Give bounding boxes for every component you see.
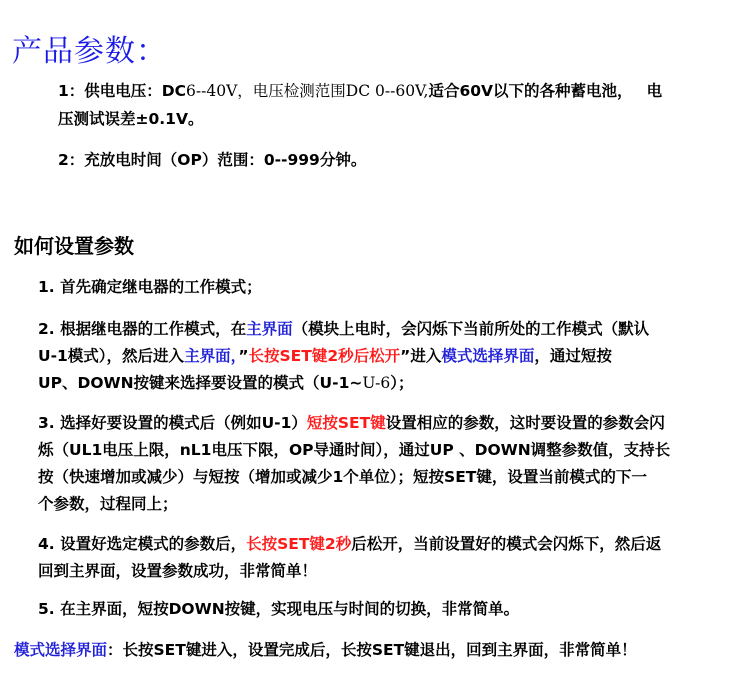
step-2-text: U-1模式），然后进入 <box>38 347 185 365</box>
step-2-text: ”进入 <box>400 347 442 365</box>
step-3-line-2: 烁（UL1电压上限，nL1电压下限，OP导通时间），通过UP 、DOWN调整参数值，支持长 <box>38 441 671 459</box>
step-2-text: ，通过短按 <box>534 347 612 365</box>
step-1: 1. 首先确定继电器的工作模式； <box>38 278 262 296</box>
step-2-text: （模块上电时，会闪烁下当前所处的工作模式（默认 <box>292 320 650 338</box>
step-4-text: 后松开，当前设置好的模式会闪烁下，然后返 <box>351 535 662 553</box>
param-1-line-2: 压测试误差±0.1V。 <box>58 110 204 128</box>
param-1-text-a: 1：供电电压：DC <box>58 82 187 100</box>
long-press-highlight: 长按SET键2秒后松开 <box>248 347 401 365</box>
short-press-highlight: 短按SET键 <box>306 414 386 432</box>
step-4-text: 4. 设置好选定模式的参数后， <box>38 535 247 553</box>
mode-select-screen-highlight: 模式选择界面 <box>14 641 108 659</box>
param-1-line-1 <box>58 78 662 105</box>
footer-text: ：长按SET键进入，设置完成后，长按SET键退出，回到主界面，非常简单！ <box>107 641 637 659</box>
param-1-text-d: 电 <box>646 82 663 100</box>
step-3-line-1 <box>38 410 665 437</box>
page-title: 产品参数： <box>12 34 167 69</box>
mode-select-screen-highlight: 模式选择界面 <box>441 347 535 365</box>
step-2-line-1 <box>38 316 649 343</box>
main-screen-link: 主界面， <box>184 347 239 365</box>
main-screen-link: 主界面 <box>246 320 293 338</box>
section-heading: 如何设置参数 <box>14 234 134 258</box>
step-2-text: ）； <box>390 374 414 392</box>
step-5: 5. 在主界面，短按DOWN按键，实现电压与时间的切换，非常简单。 <box>38 600 520 618</box>
step-2-text: U-6 <box>362 374 391 392</box>
long-press-highlight: 长按SET键2秒 <box>246 535 352 553</box>
footer-note <box>14 637 637 664</box>
step-2-text: UP、DOWN按键来选择要设置的模式（U-1~ <box>38 374 363 392</box>
step-4-line-1 <box>38 531 661 558</box>
step-2-line-3 <box>38 370 414 397</box>
param-2: 2：充放电时间（OP）范围：0--999分钟。 <box>58 151 367 169</box>
step-3-text: 3. 选择好要设置的模式后（例如U-1） <box>38 414 307 432</box>
step-3-line-3: 按（快速增加或减少）与短按（增加或减少1个单位）；短按SET键，设置当前模式的下一 <box>38 468 647 486</box>
step-2-line-2 <box>38 343 612 370</box>
step-4-line-2: 回到主界面，设置参数成功，非常简单！ <box>38 562 318 580</box>
param-1-text-b: 6--40V，电压检测范围DC 0--60V, <box>186 82 429 100</box>
step-3-text: 设置相应的参数，这时要设置的参数会闪 <box>385 414 665 432</box>
param-1-text-c: 适合60V以下的各种蓄电池， <box>428 82 633 100</box>
quote-mark: ” <box>238 347 249 365</box>
step-2-text: 2. 根据继电器的工作模式，在 <box>38 320 247 338</box>
step-3-line-4: 个参数，过程同上； <box>38 495 178 513</box>
